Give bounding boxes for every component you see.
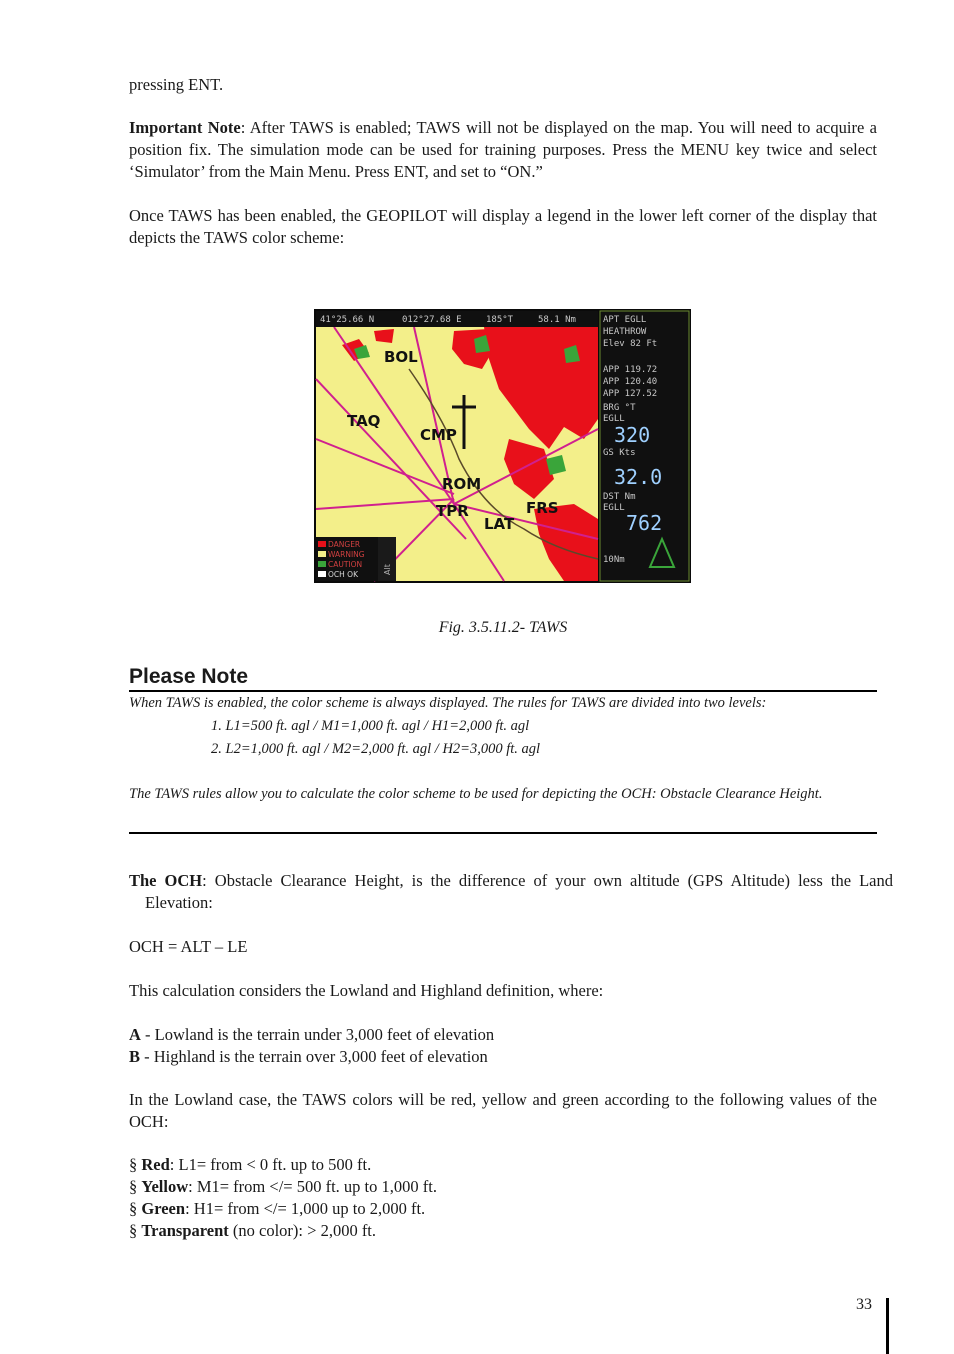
important-note-paragraph <box>129 117 877 183</box>
bullet-text: : M1= from </= 500 ft. up to 1,000 ft. <box>188 1177 437 1196</box>
lowland-paragraph: In the Lowland case, the TAWS colors will be red, yellow and green according to the following values of the OCH: <box>129 1090 877 1131</box>
svg-text:APP 127.52: APP 127.52 <box>603 389 658 399</box>
legend-intro-paragraph: Once TAWS has been enabled, the GEOPILOT will display a legend in the lower left corner of the display that depicts the TAWS color scheme: <box>129 206 877 247</box>
och-text: : Obstacle Clearance Height, is the difference of your own altitude (GPS Altitude) less the Land Elevation: <box>145 871 893 912</box>
bullet-red <box>129 1154 877 1176</box>
please-note-line: When TAWS is enabled, the color scheme is always displayed. The rules for TAWS are divided into two levels: <box>129 695 767 711</box>
svg-text:APP 119.72: APP 119.72 <box>603 365 658 375</box>
bullet-label: Transparent <box>141 1221 229 1240</box>
bullet-label: Yellow <box>141 1177 189 1196</box>
waypoint-label: TAQ <box>347 412 381 430</box>
och-paragraph <box>129 870 893 914</box>
svg-text:OCH OK: OCH OK <box>328 570 358 579</box>
svg-text:APP 120.40: APP 120.40 <box>603 377 658 387</box>
definition-letter: A <box>129 1025 141 1044</box>
svg-text:BRG °T: BRG °T <box>603 403 636 413</box>
bullet-green <box>129 1198 877 1220</box>
please-note-level-2: 2. L2=1,000 ft. agl / M2=2,000 ft. agl / H2=3,000 ft. agl <box>211 741 541 757</box>
bullet-symbol: § <box>129 1199 142 1218</box>
taws-map-figure <box>314 309 691 583</box>
och-formula: OCH = ALT – LE <box>129 937 248 956</box>
bullet-symbol: § <box>129 1155 142 1174</box>
svg-text:CAUTION: CAUTION <box>328 560 363 569</box>
bullet-label: Red <box>141 1155 170 1174</box>
bullet-label: Green <box>141 1199 186 1218</box>
please-note-title: Please Note <box>129 664 877 692</box>
bullet-symbol: § <box>129 1221 142 1240</box>
page-number-bar <box>886 1298 889 1354</box>
svg-text:APT EGLL: APT EGLL <box>603 315 647 325</box>
waypoint-label: FRS <box>526 499 559 517</box>
legend-side-label: Alt <box>383 564 392 575</box>
important-note-label: Important Note <box>129 118 241 137</box>
intro-paragraph: pressing ENT. <box>129 75 224 94</box>
waypoint-label: TPR <box>436 502 469 520</box>
calc-paragraph: This calculation considers the Lowland and Highland definition, where: <box>129 981 604 1000</box>
svg-text:185°T: 185°T <box>486 315 514 325</box>
och-label: The OCH <box>129 871 203 890</box>
svg-text:58.1 Nm: 58.1 Nm <box>538 315 576 325</box>
definition-text: - Highland is the terrain over 3,000 feet of elevation <box>140 1047 488 1066</box>
definition-a <box>129 1024 877 1046</box>
definition-text: - Lowland is the terrain under 3,000 feet of elevation <box>140 1025 495 1044</box>
bullet-transparent <box>129 1220 877 1242</box>
svg-text:GS Kts: GS Kts <box>603 448 636 458</box>
svg-text:41°25.66 N: 41°25.66 N <box>320 315 375 325</box>
please-note-level-1: 1. L1=500 ft. agl / M1=1,000 ft. agl / H1=2,000 ft. agl <box>211 718 530 734</box>
waypoint-label: CMP <box>420 426 457 444</box>
bullet-yellow <box>129 1176 877 1198</box>
important-note-text: : After TAWS is enabled; TAWS will not be displayed on the map. You will need to acquire a position fix. The simulation mode can be used for training purposes. Press the MENU key twice and select ‘Simulator’ from the Main Menu. Press ENT, and set to “ON.” <box>129 118 877 181</box>
please-note-rules: The TAWS rules allow you to calculate the color scheme to be used for depicting the OCH: Obstacle Clearance Height. <box>129 786 823 802</box>
definition-b <box>129 1046 877 1068</box>
svg-text:DST Nm: DST Nm <box>603 492 636 502</box>
svg-text:32.0: 32.0 <box>614 465 663 489</box>
waypoint-label: ROM <box>442 475 482 493</box>
waypoint-label: BOL <box>384 348 418 366</box>
svg-text:Elev 82 Ft: Elev 82 Ft <box>603 339 658 349</box>
bullet-text: : H1= from </= 1,000 up to 2,000 ft. <box>185 1199 426 1218</box>
waypoint-label: LAT <box>484 515 515 533</box>
status-bar <box>320 315 576 325</box>
svg-text:012°27.68 E: 012°27.68 E <box>402 315 462 325</box>
svg-text:DANGER: DANGER <box>328 540 361 549</box>
svg-text:HEATHROW: HEATHROW <box>603 327 647 337</box>
figure-caption: Fig. 3.5.11.2- TAWS <box>438 619 568 636</box>
bullet-text: (no color): > 2,000 ft. <box>228 1221 377 1240</box>
svg-text:762: 762 <box>626 511 663 535</box>
please-note-rule <box>129 832 877 834</box>
svg-text:320: 320 <box>614 423 651 447</box>
svg-text:EGLL: EGLL <box>603 414 625 424</box>
definition-letter: B <box>129 1047 141 1066</box>
svg-text:EGLL: EGLL <box>603 503 625 513</box>
svg-text:WARNING: WARNING <box>328 550 365 559</box>
svg-text:10Nm: 10Nm <box>603 555 625 565</box>
bullet-symbol: § <box>129 1177 142 1196</box>
page-number: 33 <box>856 1296 872 1313</box>
bullet-text: : L1= from < 0 ft. up to 500 ft. <box>169 1155 372 1174</box>
